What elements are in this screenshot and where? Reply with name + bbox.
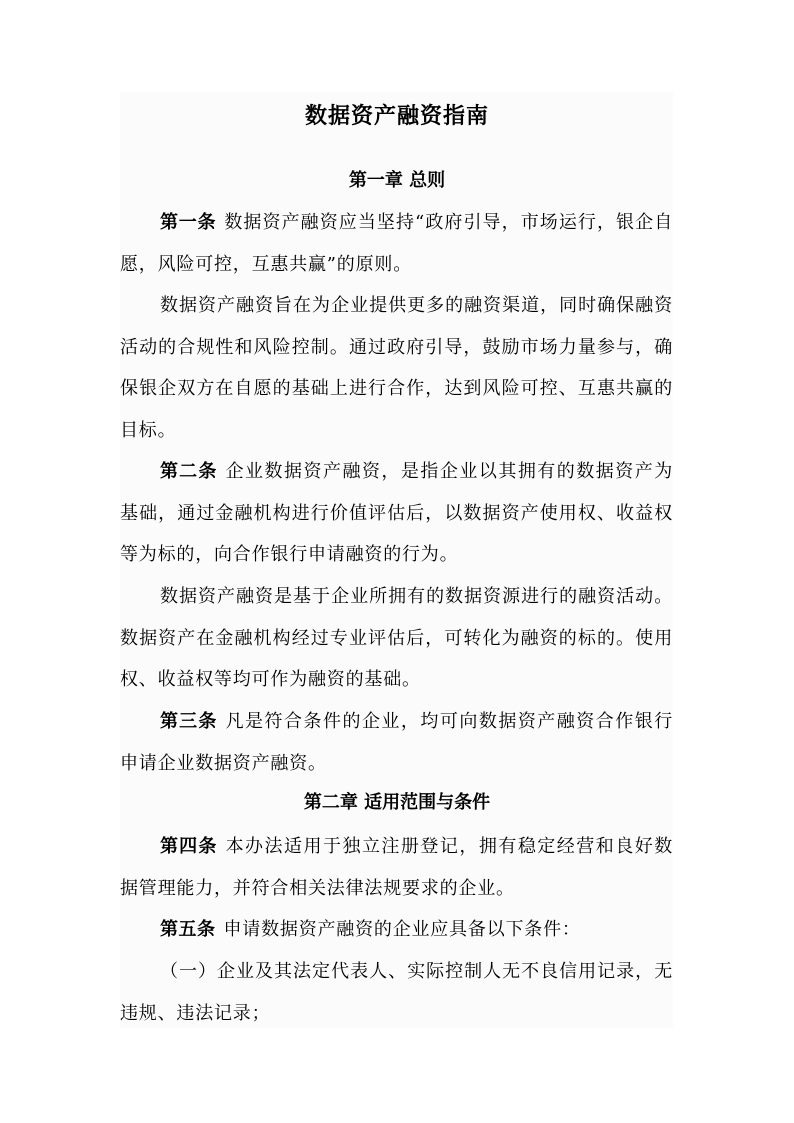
chapter-heading-general: 第一章 总则: [348, 170, 446, 191]
article-text: 企业数据资产融资，是指企业以其拥有的数据资产为基础，通过金融机构进行价值评估后，以数据资产使用权、收益权等为标的，向合作银行申请融资的行为。: [120, 461, 674, 565]
paragraph-text: 数据资产融资是基于企业所拥有的数据资源进行的融资活动。数据资产在金融机构经过专业评估后，可转化为融资的标的。使用权、收益权等均可作为融资的基础。: [120, 586, 673, 690]
article-number: 第二条: [160, 461, 218, 482]
article-number: 第四条: [160, 836, 218, 857]
article-text: 本办法适用于独立注册登记，拥有稳定经营和良好数据管理能力，并符合相关法律法规要求的企业。: [120, 836, 674, 899]
article-paragraph: [120, 701, 673, 784]
article-number: 第一条: [160, 212, 217, 233]
article-paragraph: [120, 451, 673, 576]
article-text: 凡是符合条件的企业，均可向数据资产融资合作银行申请企业数据资产融资。: [120, 711, 674, 774]
list-item-text: （一）企业及其法定代表人、实际控制人无不良信用记录，无违规、违法记录；: [120, 961, 673, 1024]
document-title: 数据资产融资指南: [304, 104, 489, 129]
article-paragraph: [120, 909, 673, 951]
paragraph-text: 数据资产融资旨在为企业提供更多的融资渠道，同时确保融资活动的合规性和风险控制。通过政府引导，鼓励市场力量参与，确保银企双方在自愿的基础上进行合作，达到风险可控、互惠共赢的目标。: [120, 295, 673, 441]
list-item-paragraph: [120, 951, 673, 1034]
chapter-heading-scope: 第二章 适用范围与条件: [303, 792, 491, 813]
article-paragraph: [120, 202, 673, 285]
article-paragraph: [120, 826, 673, 909]
article-number: 第三条: [160, 711, 218, 732]
article-number: 第五条: [160, 919, 216, 940]
explanation-paragraph: [120, 285, 673, 451]
article-text: 数据资产融资应当坚持“政府引导，市场运行，银企自愿，风险可控，互惠共赢”的原则。: [120, 212, 674, 275]
explanation-paragraph: [120, 576, 673, 701]
article-text: 申请数据资产融资的企业应具备以下条件：: [223, 919, 581, 940]
